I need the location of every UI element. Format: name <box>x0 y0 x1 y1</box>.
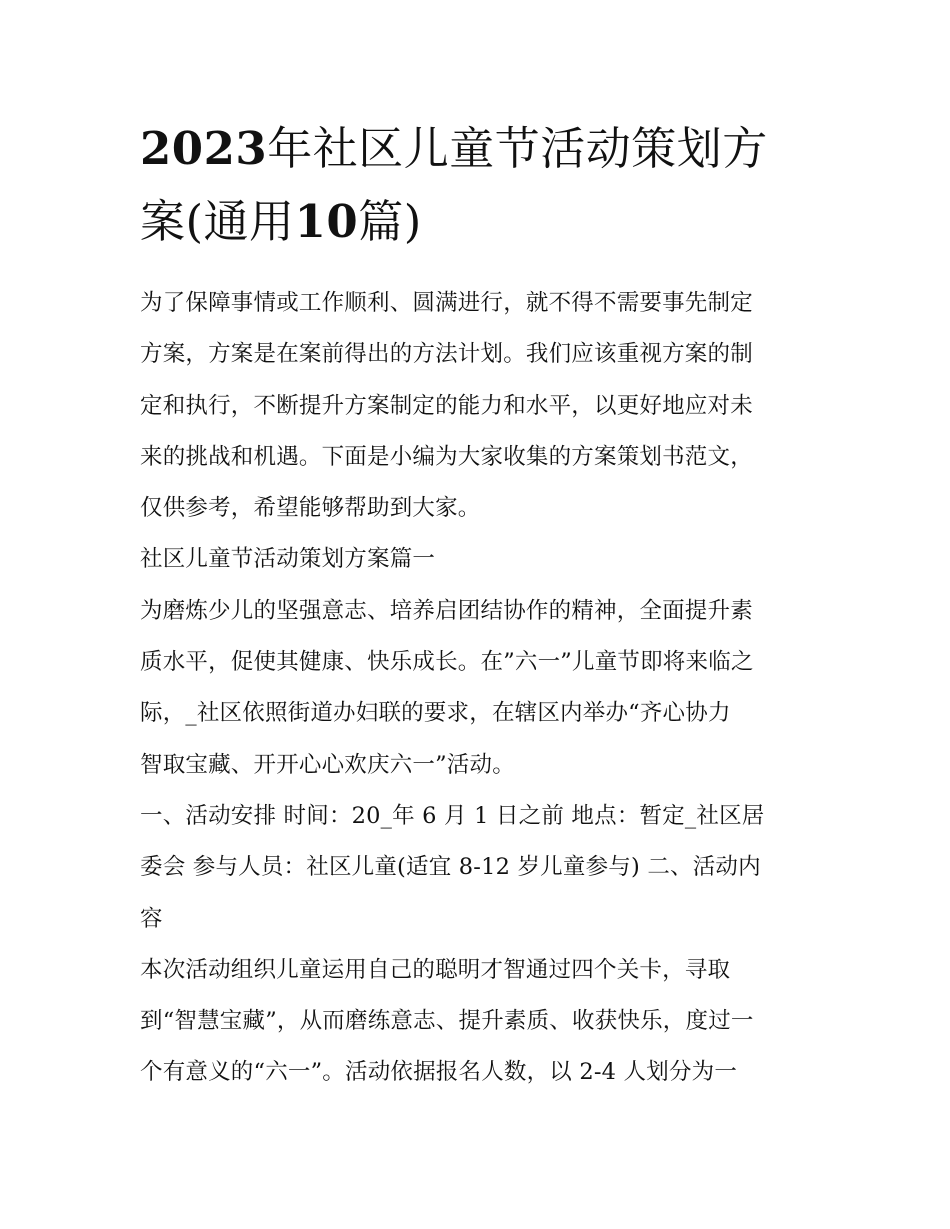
text-line: 来的挑战和机遇。下面是小编为大家收集的方案策划书范文， <box>140 443 753 470</box>
text-line: 为了保障事情或工作顺利、圆满进行，就不得不需要事先制定 <box>140 290 753 316</box>
text-line: 质水平，促使其健康、快乐成长。在”六一”儿童节即将来临之 <box>140 649 754 676</box>
text-line: 际，_社区依照街道办妇联的要求，在辖区内举办“齐心协力 <box>140 700 731 727</box>
text-line: 社区儿童节活动策划方案篇一 <box>140 546 436 573</box>
purpose-paragraph <box>140 586 816 791</box>
text-line: 到“智慧宝藏”，从而磨练意志、提升素质、收获快乐，度过一 <box>140 1008 754 1035</box>
text-line: 仅供参考，希望能够帮助到大家。 <box>140 495 481 522</box>
title-text: 年社区儿童节活动策划方 <box>267 122 768 175</box>
text-line: 本次活动组织儿童运用自己的聪明才智通过四个关卡，寻取 <box>140 956 731 983</box>
content-paragraph <box>140 945 816 1099</box>
text-line: 智取宝藏、开开心心欢庆六一”活动。 <box>140 751 515 778</box>
text-line: 为磨炼少儿的坚强意志、培养启团结协作的精神，全面提升素 <box>140 597 753 624</box>
section-heading <box>140 534 816 585</box>
text-line: 个有意义的“六一”。活动依据报名人数，以 2-4 人划分为一 <box>140 1059 738 1086</box>
title-spacing <box>140 258 816 278</box>
title-text: 篇) <box>358 195 422 248</box>
text-line: 定和执行，不断提升方案制定的能力和水平，以更好地应对未 <box>140 392 753 419</box>
text-line: 容 <box>140 905 163 932</box>
text-line: 方案，方案是在案前得出的方法计划。我们应该重视方案的制 <box>140 341 753 368</box>
text-line: 一、活动安排 时间：20_年 6 月 1 日之前 地点：暂定_社区居 <box>140 802 765 829</box>
title-line-1 <box>140 112 816 185</box>
document-title <box>140 112 816 258</box>
document-body <box>140 112 816 1099</box>
arrangement-paragraph <box>140 791 816 945</box>
title-count: 10 <box>294 195 359 248</box>
title-text: 案(通用 <box>140 195 295 248</box>
title-line-2 <box>140 185 816 258</box>
title-year: 2023 <box>140 122 268 175</box>
intro-paragraph <box>140 278 816 534</box>
text-line: 委会 参与人员：社区儿童(适宜 8-12 岁儿童参与) 二、活动内 <box>140 854 761 881</box>
